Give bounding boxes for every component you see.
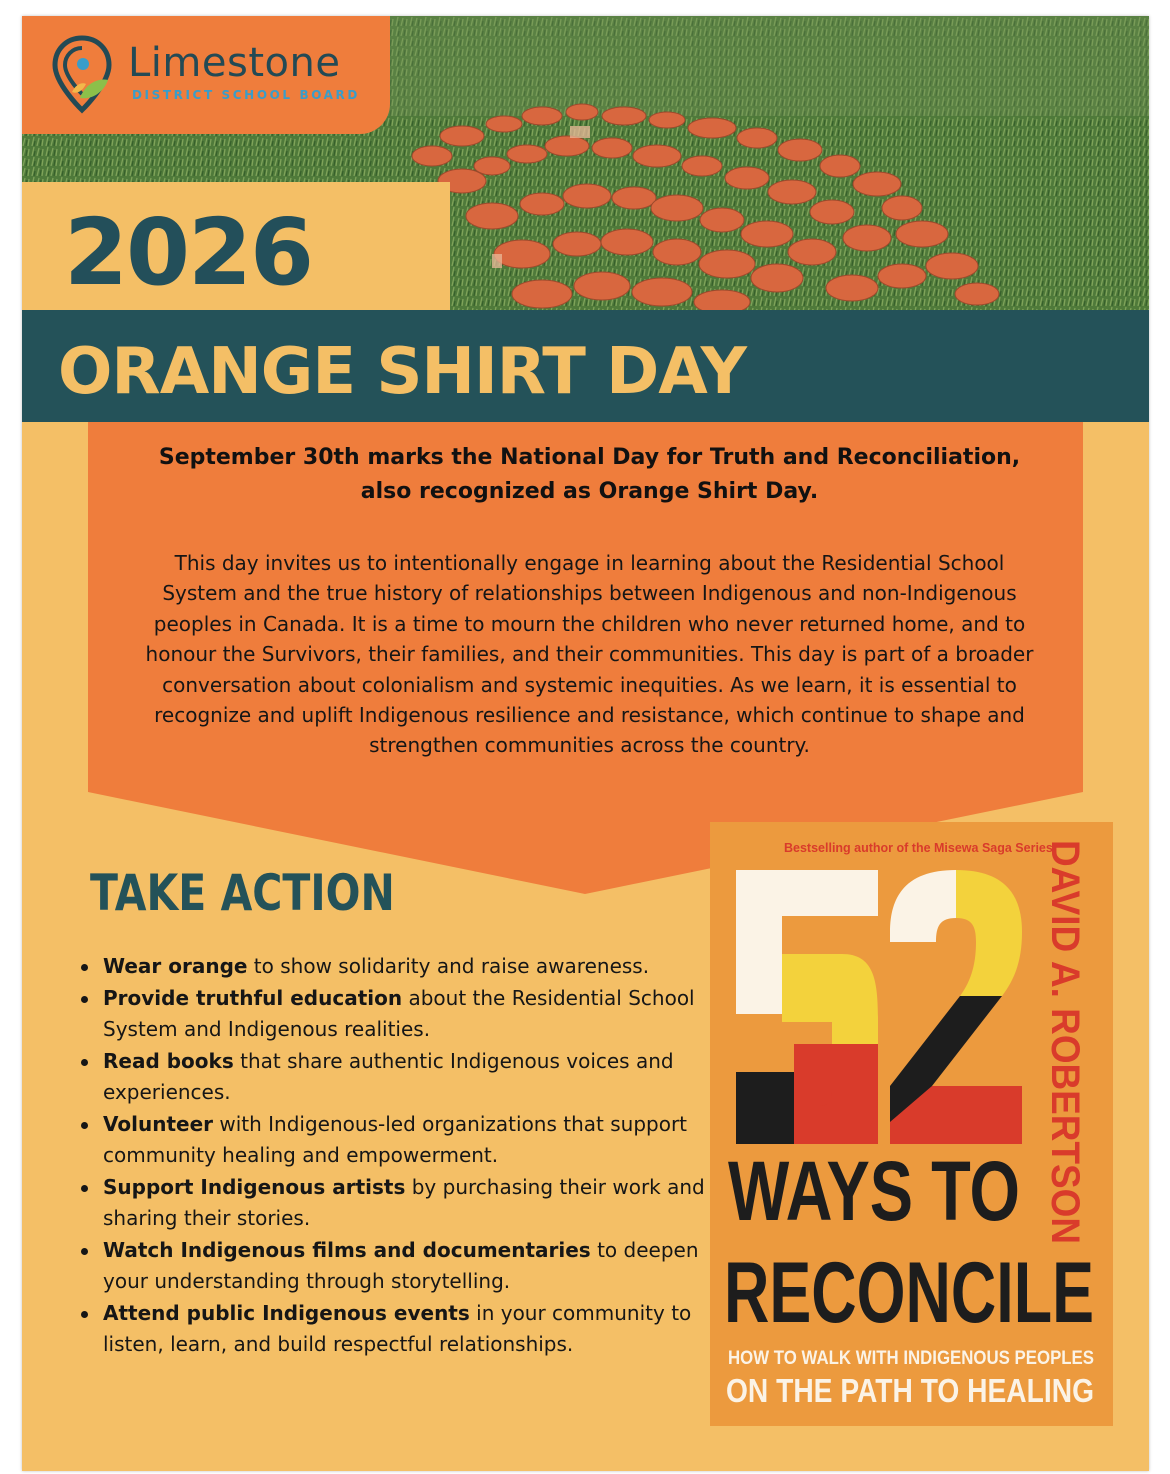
- list-item: Support Indigenous artists by purchasing their work and sharing their stories.: [103, 1172, 723, 1235]
- list-item: Provide truthful education about the Residential School System and Indigenous realities.: [103, 983, 723, 1046]
- list-item: Read books that share authentic Indigenous voices and experiences.: [103, 1046, 723, 1109]
- book-subtitle-line2: ON THE PATH TO HEALING: [726, 1372, 1094, 1409]
- page-title: ORANGE SHIRT DAY: [58, 335, 746, 409]
- book-subtitle-line1: HOW TO WALK WITH INDIGENOUS PEOPLES: [728, 1348, 1094, 1369]
- list-item: Volunteer with Indigenous-led organizations that support community healing and empowerment.: [103, 1109, 723, 1172]
- book-tagline: Bestselling author of the Misewa Saga Series: [784, 841, 1053, 855]
- poster: [22, 16, 1149, 1471]
- year-heading: 2026: [64, 199, 313, 306]
- take-action-heading: TAKE ACTION: [90, 864, 395, 922]
- logo-name: Limestone: [128, 40, 341, 86]
- action-list: [75, 951, 723, 1361]
- list-item: Attend public Indigenous events in your community to listen, learn, and build respectful relationships.: [103, 1298, 723, 1361]
- book-author: DAVID A. ROBERTSON: [1043, 840, 1087, 1278]
- book-title-line1: WAYS TO: [728, 1144, 1020, 1238]
- book-title-line2: RECONCILE: [724, 1245, 1094, 1341]
- book-number-five: [736, 870, 878, 1144]
- intro-body: This day invites us to intentionally engage in learning about the Residential School System and the true history of relationships between Indigenous and non-Indigenous peoples in Canada. It is a time to mourn the children who never returned home, and to honour the Survivors, their families, and their communities. This day is part of a broader conversation about colonialism and systemic inequities. As we learn, it is essential to recognize and uplift Indigenous resilience and resistance, which continue to shape and strengthen communities across the country.: [145, 551, 1034, 758]
- list-item: Watch Indigenous films and documentaries to deepen your understanding through storytelling.: [103, 1235, 723, 1298]
- logo-subtitle: DISTRICT SCHOOL BOARD: [132, 88, 360, 102]
- intro-heading: September 30th marks the National Day for Truth and Reconciliation, also recognized as Orange Shirt Day.: [158, 445, 1021, 504]
- logo-banner: [22, 16, 390, 134]
- book-cover: [710, 822, 1113, 1426]
- location-pin-leaf-icon: [50, 34, 114, 114]
- list-item: Wear orange to show solidarity and raise awareness.: [103, 951, 723, 983]
